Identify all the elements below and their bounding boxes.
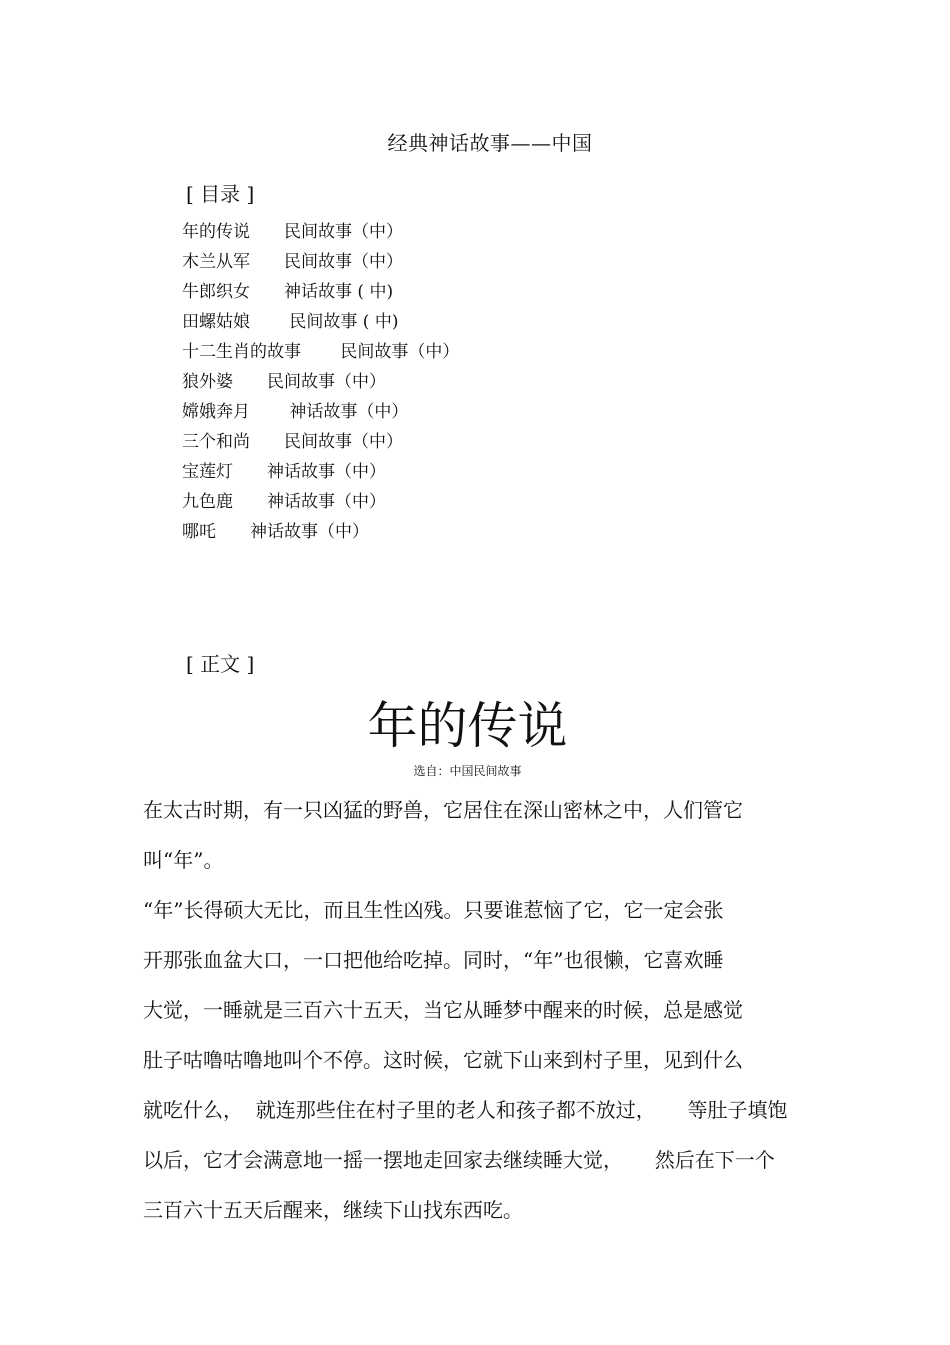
toc-item-title: 年的传说 bbox=[182, 222, 250, 242]
story-line: 大觉，一睡就是三百六十五天，当它从睡梦中醒来的时候，总是感觉 bbox=[143, 998, 743, 1022]
toc-item-category: 神话故事（中） bbox=[267, 462, 386, 482]
toc-item[interactable] bbox=[182, 517, 459, 547]
toc-item-title: 嫦娥奔月 bbox=[182, 402, 250, 422]
body-heading: [ 正文 ] bbox=[186, 652, 255, 676]
toc-item[interactable] bbox=[182, 337, 459, 367]
story-line: 以后，它才会满意地一摇一摆地走回家去继续睡大觉， 然后在下一个 bbox=[143, 1148, 775, 1172]
toc-item-title: 哪吒 bbox=[182, 522, 216, 542]
toc-item-title: 木兰从军 bbox=[182, 252, 250, 272]
toc-heading: [ 目录 ] bbox=[186, 182, 255, 206]
story-line: 三百六十五天后醒来，继续下山找东西吃。 bbox=[143, 1198, 523, 1222]
toc-item-title: 牛郎织女 bbox=[182, 282, 250, 302]
toc-item-category: 民间故事（中） bbox=[284, 432, 403, 452]
story-line: “年”长得硕大无比，而且生性凶残。只要谁惹恼了它，它一定会张 bbox=[143, 898, 724, 922]
story-text bbox=[143, 793, 803, 1243]
toc-item-category: 民间故事（中） bbox=[284, 222, 403, 242]
table-of-contents bbox=[182, 217, 459, 547]
story-source: 选自：中国民间故事 bbox=[413, 764, 522, 778]
toc-item-title: 田螺姑娘 bbox=[182, 312, 250, 332]
story-line: 叫“年”。 bbox=[143, 848, 224, 872]
toc-item-title: 宝莲灯 bbox=[182, 462, 233, 482]
story-line: 肚子咕噜咕噜地叫个不停。这时候，它就下山来到村子里，见到什么 bbox=[143, 1048, 743, 1072]
toc-item[interactable] bbox=[182, 307, 459, 337]
toc-item[interactable] bbox=[182, 247, 459, 277]
toc-item-title: 九色鹿 bbox=[182, 492, 233, 512]
toc-item-category: 神话故事（中） bbox=[250, 522, 369, 542]
toc-item-category: 民间故事（中） bbox=[335, 342, 460, 362]
toc-item-title: 三个和尚 bbox=[182, 432, 250, 452]
story-title: 年的传说 bbox=[367, 697, 568, 755]
toc-item[interactable] bbox=[182, 217, 459, 247]
toc-item-title: 十二生肖的故事 bbox=[182, 342, 301, 362]
story-line: 开那张血盆大口，一口把他给吃掉。同时，“年”也很懒，它喜欢睡 bbox=[143, 948, 724, 972]
toc-item[interactable] bbox=[182, 457, 459, 487]
toc-item[interactable] bbox=[182, 397, 459, 427]
toc-item-category: 神话故事 ( 中) bbox=[284, 282, 394, 302]
toc-item-category: 神话故事（中） bbox=[267, 492, 386, 512]
toc-item-category: 神话故事（中） bbox=[284, 402, 409, 422]
toc-item[interactable] bbox=[182, 427, 459, 457]
toc-item[interactable] bbox=[182, 487, 459, 517]
toc-item-title: 狼外婆 bbox=[182, 372, 233, 392]
toc-item-category: 民间故事（中） bbox=[284, 252, 403, 272]
story-line: 就吃什么， 就连那些住在村子里的老人和孩子都不放过， 等肚子填饱 bbox=[143, 1098, 788, 1122]
story-line: 在太古时期，有一只凶猛的野兽，它居住在深山密林之中，人们管它 bbox=[143, 798, 743, 822]
document-title: 经典神话故事——中国 bbox=[387, 131, 593, 155]
toc-item[interactable] bbox=[182, 367, 459, 397]
toc-item-category: 民间故事 ( 中) bbox=[284, 312, 399, 332]
toc-item-category: 民间故事（中） bbox=[267, 372, 386, 392]
toc-item[interactable] bbox=[182, 277, 459, 307]
